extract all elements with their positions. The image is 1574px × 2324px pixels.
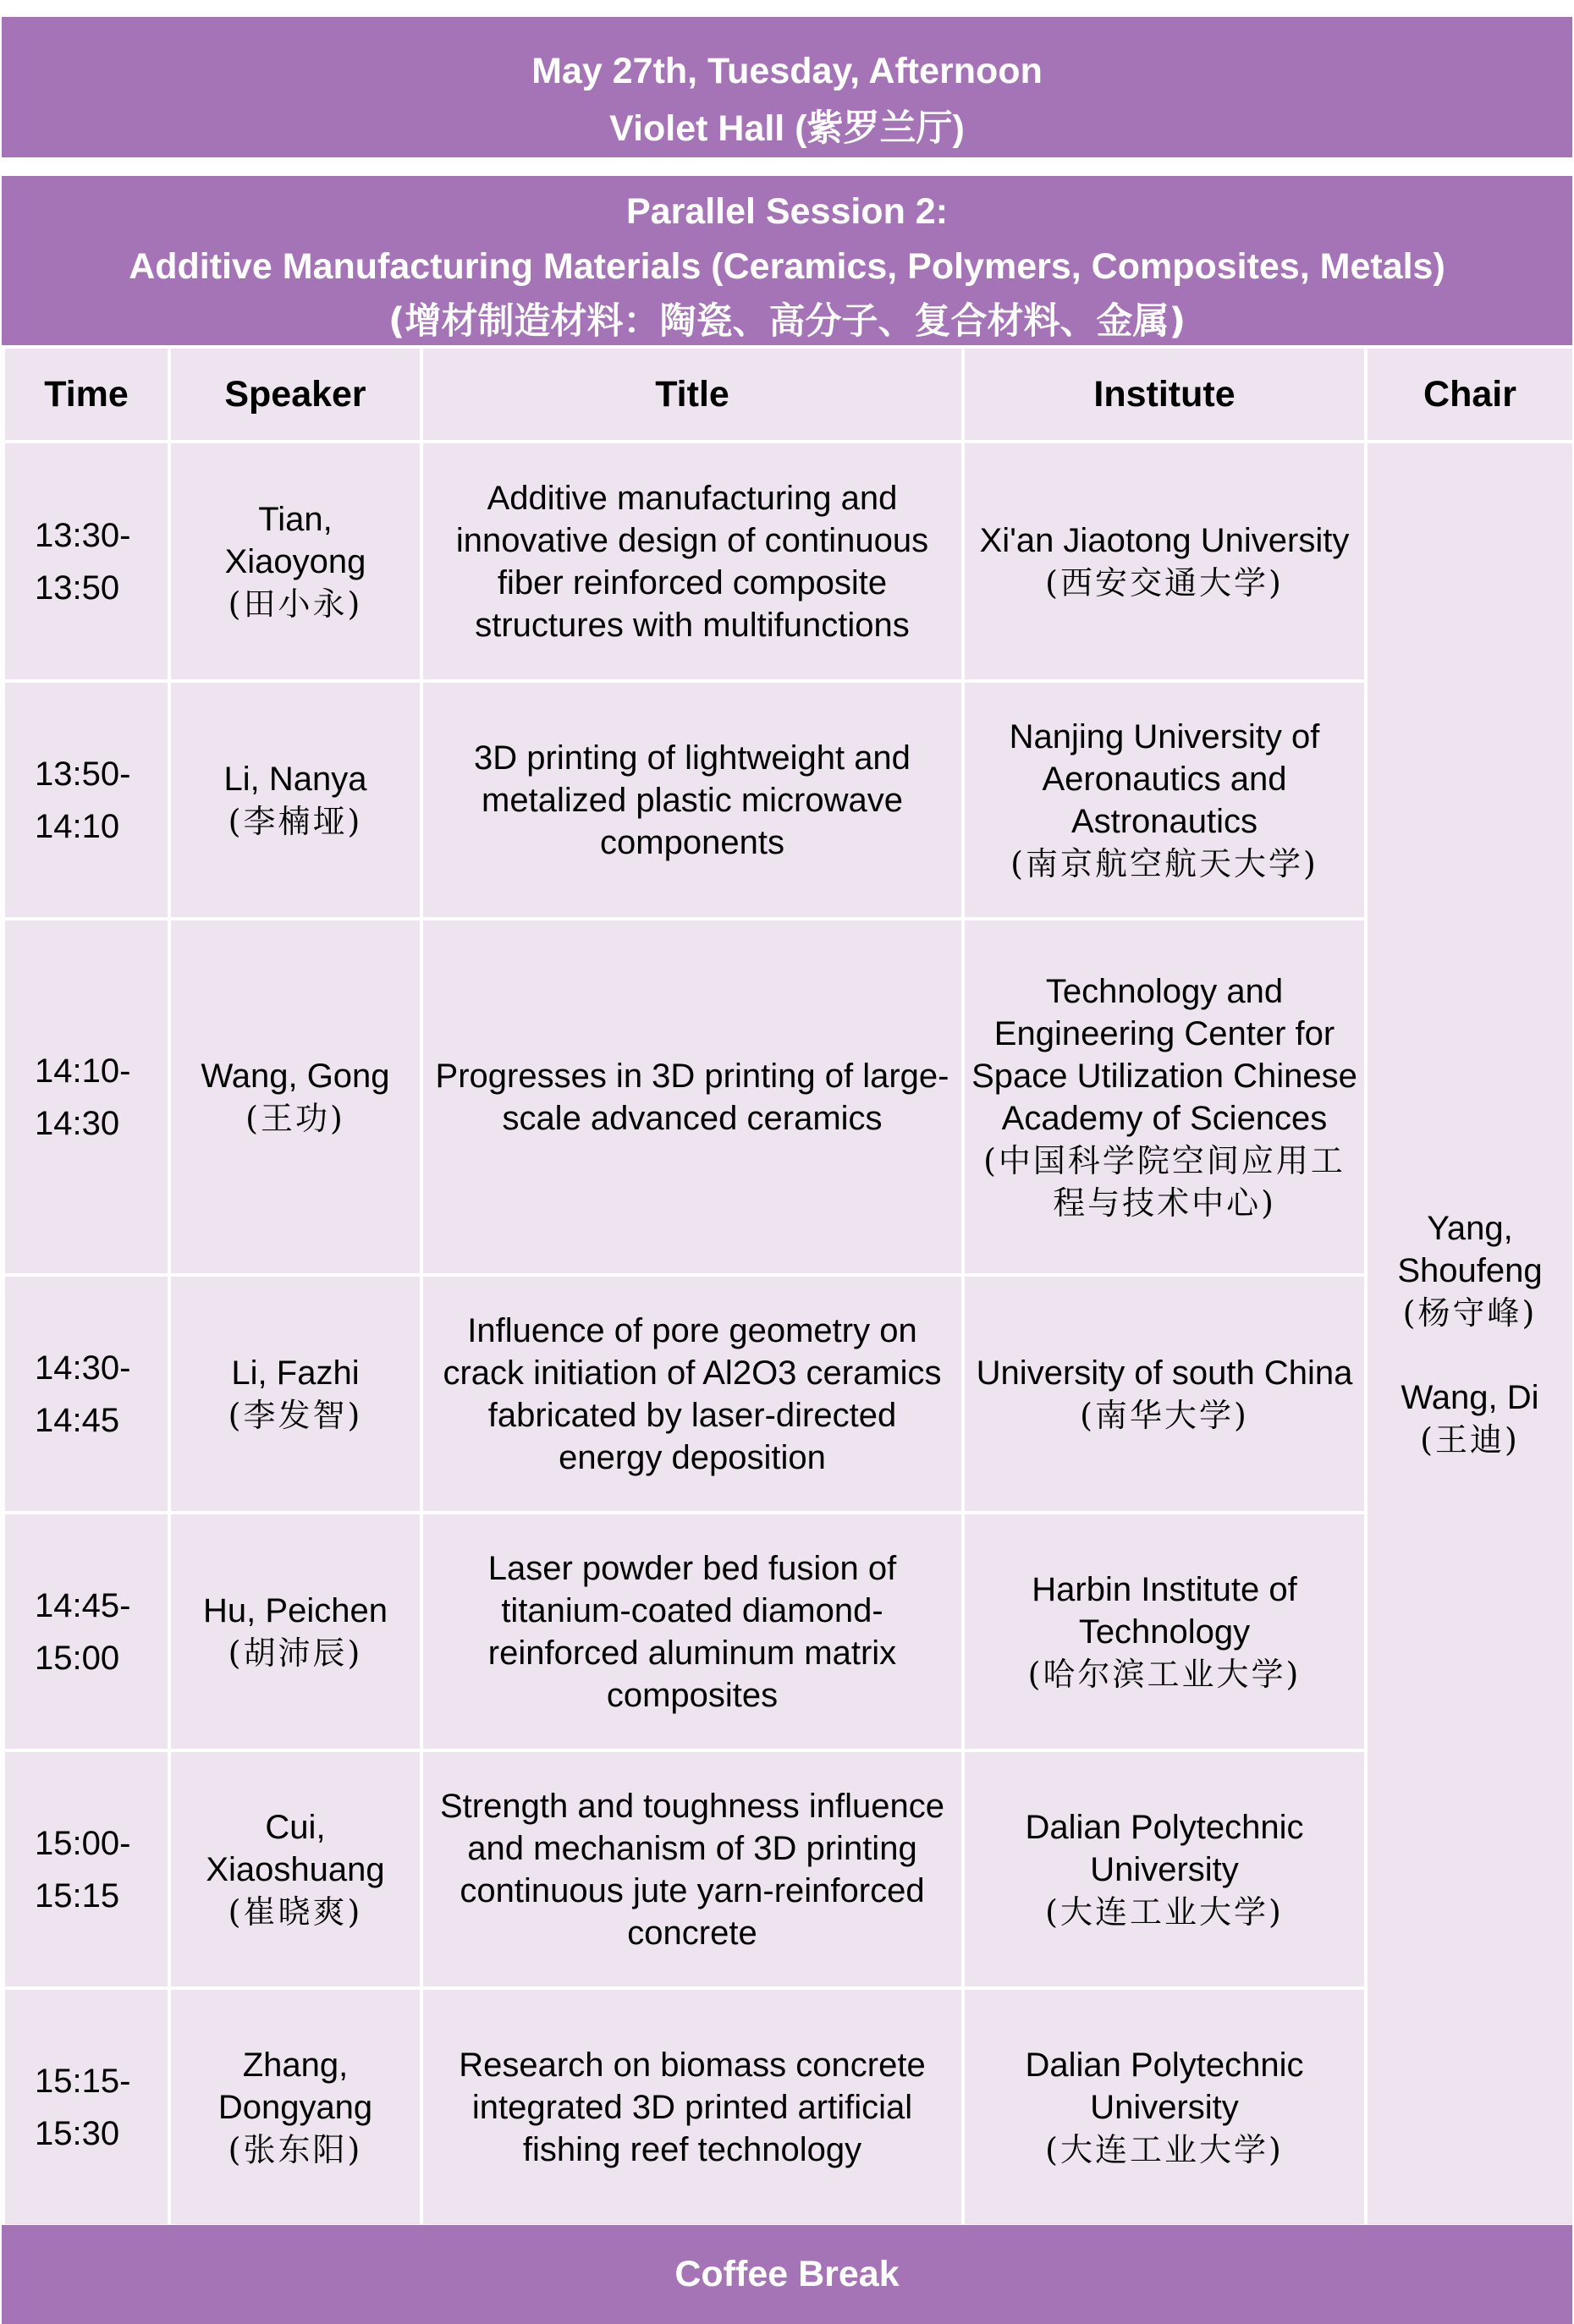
table-row <box>3 442 1574 681</box>
table-row <box>3 1988 1574 2226</box>
chair-name: Yang, <box>1427 1209 1513 1247</box>
time-cell: 14:30- 14:45 <box>3 1275 169 1513</box>
table-row <box>3 919 1574 1275</box>
title-cell: Strength and toughness influence and mechanism of 3D printing continuous jute yarn-reinforced concrete <box>421 1750 963 1988</box>
chair-name-cn: (杨守峰) <box>1402 1294 1538 1332</box>
title-cell: Influence of pore geometry on crack initiation of Al2O3 ceramics fabricated by laser-directed energy deposition <box>421 1275 963 1513</box>
time-cell: 14:45- 15:00 <box>3 1513 169 1750</box>
title-cell: Laser powder bed fusion of titanium-coated diamond-reinforced aluminum matrix composites <box>421 1513 963 1750</box>
speaker-cell: Li, Fazhi (李发智) <box>169 1275 421 1513</box>
col-header-speaker: Speaker <box>169 347 421 442</box>
title-cell: 3D printing of lightweight and metalized plastic microwave components <box>421 681 963 919</box>
chair-name-cn: (王迪) <box>1420 1420 1520 1459</box>
col-header-title: Title <box>421 347 963 442</box>
title-cell: Progresses in 3D printing of large-scale advanced ceramics <box>421 919 963 1275</box>
title-cell: Additive manufacturing and innovative design of continuous fiber reinforced composite structures with multifunctions <box>421 442 963 681</box>
session-topic: Additive Manufacturing Materials (Ceramics, Polymers, Composites, Metals) <box>129 246 1445 287</box>
table-row <box>3 1513 1574 1750</box>
table-row <box>3 1275 1574 1513</box>
col-header-time: Time <box>3 347 169 442</box>
session-label: Parallel Session 2: <box>625 191 949 232</box>
table-row <box>3 1750 1574 1988</box>
speaker-cell: Tian, Xiaoyong (田小永) <box>169 442 421 681</box>
col-header-chair: Chair <box>1366 347 1574 442</box>
session-topic-cn: (增材制造材料：陶瓷、高分子、复合材料、金属) <box>388 300 1186 343</box>
day-venue-header <box>2 17 1572 157</box>
time-cell: 15:00- 15:15 <box>3 1750 169 1988</box>
chair-cell <box>1366 442 1574 2226</box>
table-header-row <box>3 347 1574 442</box>
speaker-cell: Zhang, Dongyang (张东阳) <box>169 1988 421 2226</box>
time-cell: 15:15- 15:30 <box>3 1988 169 2226</box>
institute-cell: Xi'an Jiaotong University (西安交通大学) <box>963 442 1366 681</box>
institute-cell: University of south China (南华大学) <box>963 1275 1366 1513</box>
coffee-break-banner: Coffee Break <box>2 2225 1572 2324</box>
time-cell: 13:50- 14:10 <box>3 681 169 919</box>
time-cell: 14:10- 14:30 <box>3 919 169 1275</box>
institute-cell: Harbin Institute of Technology (哈尔滨工业大学) <box>963 1513 1366 1750</box>
institute-cell: Dalian Polytechnic University (大连工业大学) <box>963 1988 1366 2226</box>
time-cell: 13:30- 13:50 <box>3 442 169 681</box>
venue-line: Violet Hall (紫罗兰厅) <box>609 108 965 149</box>
speaker-cell: Hu, Peichen (胡沛辰) <box>169 1513 421 1750</box>
schedule-table <box>2 345 1574 2228</box>
table-row <box>3 681 1574 919</box>
col-header-institute: Institute <box>963 347 1366 442</box>
speaker-cell: Cui, Xiaoshuang (崔晓爽) <box>169 1750 421 1988</box>
institute-cell: Dalian Polytechnic University (大连工业大学) <box>963 1750 1366 1988</box>
session-header <box>2 176 1572 345</box>
speaker-cell: Wang, Gong (王功) <box>169 919 421 1275</box>
institute-cell: Nanjing University of Aeronautics and Astronautics (南京航空航天大学) <box>963 681 1366 919</box>
chair-name: Shoufeng <box>1397 1251 1543 1289</box>
chair-name: Wang, Di <box>1401 1378 1539 1416</box>
speaker-cell: Li, Nanya (李楠垭) <box>169 681 421 919</box>
title-cell: Research on biomass concrete integrated 3D printed artificial fishing reef technology <box>421 1988 963 2226</box>
date-line: May 27th, Tuesday, Afternoon <box>531 51 1043 91</box>
institute-cell: Technology and Engineering Center for Space Utilization Chinese Academy of Sciences (中国科学院空间应用工程与技术中心) <box>963 919 1366 1275</box>
